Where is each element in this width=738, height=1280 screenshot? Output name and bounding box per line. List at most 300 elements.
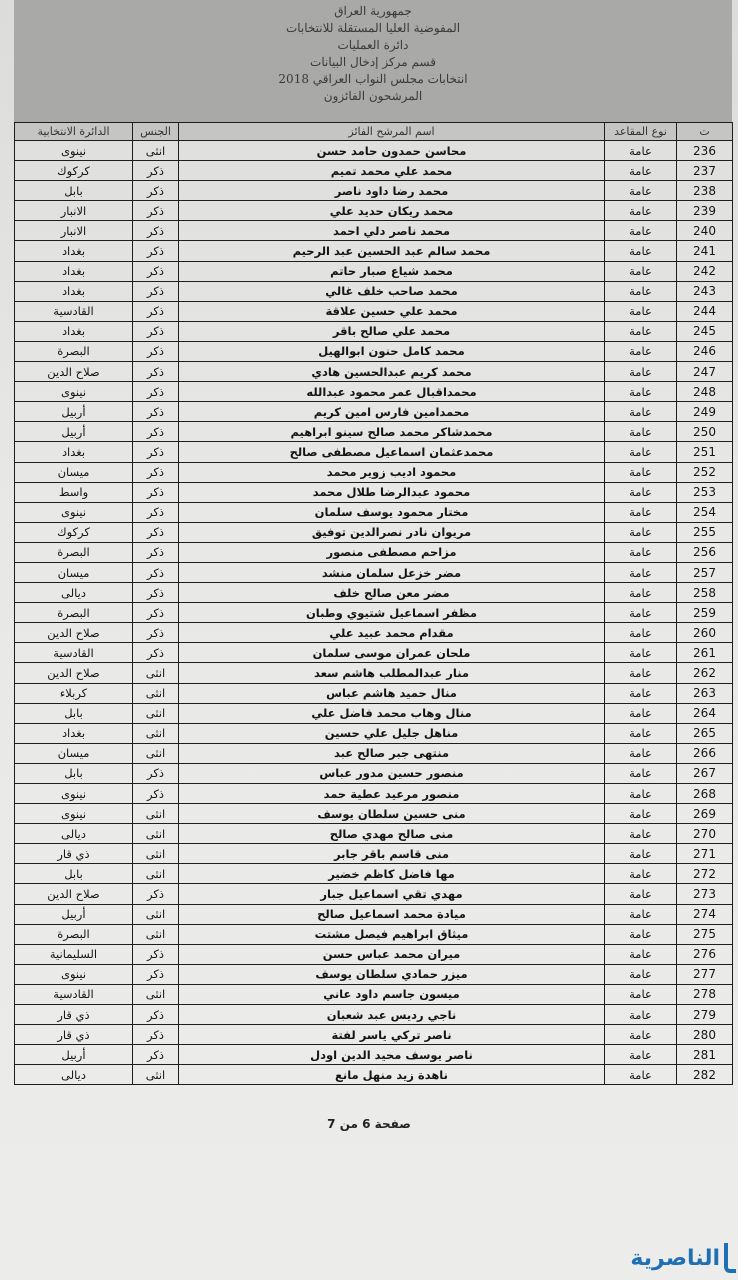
- table-row: [15, 864, 733, 884]
- table-row: [15, 562, 733, 582]
- cell-seat-type: عامة: [605, 824, 677, 844]
- cell-num: 249: [677, 402, 733, 422]
- table-row: [15, 784, 733, 804]
- table-row: [15, 341, 733, 361]
- table-row: [15, 522, 733, 542]
- cell-num: 253: [677, 482, 733, 502]
- page-number: صفحة 6 من 7: [327, 1117, 411, 1131]
- cell-gender: ذكر: [133, 643, 179, 663]
- candidates-table: [14, 122, 733, 1085]
- cell-seat-type: عامة: [605, 924, 677, 944]
- cell-num: 277: [677, 964, 733, 984]
- cell-name: محمد علي صالح باقر: [179, 321, 605, 341]
- cell-num: 282: [677, 1065, 733, 1085]
- cell-district: ذي قار: [15, 844, 133, 864]
- cell-name: منى صالح مهدي صالح: [179, 824, 605, 844]
- cell-district: صلاح الدين: [15, 663, 133, 683]
- cell-num: 270: [677, 824, 733, 844]
- site-logo: [610, 1238, 736, 1278]
- table-row: [15, 643, 733, 663]
- cell-num: 280: [677, 1025, 733, 1045]
- table-row: [15, 482, 733, 502]
- table-row: [15, 382, 733, 402]
- cell-gender: ذكر: [133, 402, 179, 422]
- cell-name: ميران محمد عباس حسن: [179, 944, 605, 964]
- cell-num: 248: [677, 382, 733, 402]
- cell-gender: ذكر: [133, 1005, 179, 1025]
- cell-district: أربيل: [15, 402, 133, 422]
- document-header: [14, 0, 732, 122]
- cell-gender: ذكر: [133, 603, 179, 623]
- cell-district: القادسية: [15, 643, 133, 663]
- cell-num: 272: [677, 864, 733, 884]
- cell-gender: ذكر: [133, 944, 179, 964]
- cell-gender: ذكر: [133, 623, 179, 643]
- cell-gender: انثى: [133, 904, 179, 924]
- cell-num: 244: [677, 301, 733, 321]
- cell-seat-type: عامة: [605, 402, 677, 422]
- cell-seat-type: عامة: [605, 522, 677, 542]
- cell-district: السليمانية: [15, 944, 133, 964]
- cell-district: الانبار: [15, 201, 133, 221]
- cell-num: 266: [677, 743, 733, 763]
- cell-num: 260: [677, 623, 733, 643]
- table-row: [15, 502, 733, 522]
- cell-seat-type: عامة: [605, 703, 677, 723]
- cell-district: كركوك: [15, 522, 133, 542]
- cell-name: محمد كريم عبدالحسين هادي: [179, 362, 605, 382]
- cell-num: 245: [677, 321, 733, 341]
- cell-gender: انثى: [133, 804, 179, 824]
- column-header-name: اسم المرشح الفائز: [179, 123, 605, 141]
- cell-seat-type: عامة: [605, 341, 677, 361]
- cell-name: محاسن حمدون حامد حسن: [179, 141, 605, 161]
- cell-num: 250: [677, 422, 733, 442]
- cell-district: البصرة: [15, 542, 133, 562]
- cell-seat-type: عامة: [605, 984, 677, 1004]
- table-row: [15, 542, 733, 562]
- cell-num: 254: [677, 502, 733, 522]
- cell-gender: ذكر: [133, 201, 179, 221]
- cell-seat-type: عامة: [605, 161, 677, 181]
- column-header-gender: الجنس: [133, 123, 179, 141]
- cell-district: بغداد: [15, 261, 133, 281]
- cell-num: 259: [677, 603, 733, 623]
- cell-seat-type: عامة: [605, 422, 677, 442]
- cell-seat-type: عامة: [605, 643, 677, 663]
- cell-gender: ذكر: [133, 1025, 179, 1045]
- column-header-district: الدائرة الانتخابية: [15, 123, 133, 141]
- cell-num: 267: [677, 763, 733, 783]
- table-row: [15, 141, 733, 161]
- table-row: [15, 442, 733, 462]
- cell-name: منصور مرعيد عطية حمد: [179, 784, 605, 804]
- cell-seat-type: عامة: [605, 904, 677, 924]
- table-row: [15, 944, 733, 964]
- cell-seat-type: عامة: [605, 221, 677, 241]
- cell-num: 242: [677, 261, 733, 281]
- cell-seat-type: عامة: [605, 141, 677, 161]
- cell-gender: ذكر: [133, 522, 179, 542]
- cell-district: بغداد: [15, 321, 133, 341]
- logo-text: الناصرية: [630, 1245, 720, 1271]
- cell-district: نينوى: [15, 382, 133, 402]
- cell-name: منى قاسم باقر جابر: [179, 844, 605, 864]
- cell-seat-type: عامة: [605, 1025, 677, 1045]
- cell-gender: ذكر: [133, 763, 179, 783]
- cell-name: منى حسين سلطان يوسف: [179, 804, 605, 824]
- table-row: [15, 603, 733, 623]
- cell-seat-type: عامة: [605, 241, 677, 261]
- cell-name: مختار محمود يوسف سلمان: [179, 502, 605, 522]
- cell-num: 265: [677, 723, 733, 743]
- cell-gender: انثى: [133, 984, 179, 1004]
- cell-seat-type: عامة: [605, 583, 677, 603]
- table-row: [15, 161, 733, 181]
- cell-district: ميسان: [15, 743, 133, 763]
- cell-num: 241: [677, 241, 733, 261]
- cell-district: بابل: [15, 864, 133, 884]
- cell-num: 275: [677, 924, 733, 944]
- cell-district: صلاح الدين: [15, 623, 133, 643]
- cell-seat-type: عامة: [605, 944, 677, 964]
- cell-gender: ذكر: [133, 964, 179, 984]
- cell-district: ميسان: [15, 462, 133, 482]
- cell-gender: انثى: [133, 924, 179, 944]
- cell-num: 255: [677, 522, 733, 542]
- cell-district: ذي قار: [15, 1005, 133, 1025]
- cell-gender: ذكر: [133, 181, 179, 201]
- cell-num: 264: [677, 703, 733, 723]
- table-row: [15, 663, 733, 683]
- cell-gender: انثى: [133, 141, 179, 161]
- cell-name: محمدامين فارس امين كريم: [179, 402, 605, 422]
- cell-name: محمود عبدالرضا طلال محمد: [179, 482, 605, 502]
- cell-district: بغداد: [15, 281, 133, 301]
- cell-seat-type: عامة: [605, 784, 677, 804]
- cell-num: 240: [677, 221, 733, 241]
- table-row: [15, 1005, 733, 1025]
- cell-district: بغداد: [15, 241, 133, 261]
- cell-seat-type: عامة: [605, 1065, 677, 1085]
- cell-gender: انثى: [133, 844, 179, 864]
- cell-name: مضر معن صالح خلف: [179, 583, 605, 603]
- cell-name: منصور حسين مدور عباس: [179, 763, 605, 783]
- cell-district: نينوى: [15, 141, 133, 161]
- table-row: [15, 723, 733, 743]
- cell-name: ملحان عمران موسى سلمان: [179, 643, 605, 663]
- cell-seat-type: عامة: [605, 884, 677, 904]
- cell-name: محمد سالم عبد الحسين عبد الرحيم: [179, 241, 605, 261]
- cell-name: مها فاضل كاظم خضير: [179, 864, 605, 884]
- cell-num: 261: [677, 643, 733, 663]
- cell-district: نينوى: [15, 804, 133, 824]
- cell-district: بابل: [15, 763, 133, 783]
- cell-district: بغداد: [15, 723, 133, 743]
- cell-seat-type: عامة: [605, 1005, 677, 1025]
- table-row: [15, 1025, 733, 1045]
- table-row: [15, 181, 733, 201]
- cell-district: الانبار: [15, 221, 133, 241]
- table-row: [15, 904, 733, 924]
- header-line: دائرة العمليات: [337, 38, 409, 52]
- cell-district: كربلاء: [15, 683, 133, 703]
- cell-name: ناهدة زيد منهل مانع: [179, 1065, 605, 1085]
- table-row: [15, 402, 733, 422]
- cell-num: 251: [677, 442, 733, 462]
- cell-seat-type: عامة: [605, 181, 677, 201]
- cell-name: مناهل جليل علي حسين: [179, 723, 605, 743]
- cell-num: 243: [677, 281, 733, 301]
- table-row: [15, 241, 733, 261]
- cell-gender: ذكر: [133, 583, 179, 603]
- cell-district: صلاح الدين: [15, 362, 133, 382]
- table-row: [15, 1065, 733, 1085]
- cell-district: البصرة: [15, 603, 133, 623]
- cell-name: محمد علي حسين علاقة: [179, 301, 605, 321]
- cell-district: البصرة: [15, 924, 133, 944]
- table-row: [15, 743, 733, 763]
- cell-name: ناصر يوسف محيد الدين اودل: [179, 1045, 605, 1065]
- cell-district: واسط: [15, 482, 133, 502]
- cell-district: نينوى: [15, 964, 133, 984]
- header-line: جمهورية العراق: [334, 4, 412, 18]
- cell-gender: ذكر: [133, 442, 179, 462]
- cell-seat-type: عامة: [605, 301, 677, 321]
- cell-gender: ذكر: [133, 1045, 179, 1065]
- table-row: [15, 984, 733, 1004]
- cell-seat-type: عامة: [605, 864, 677, 884]
- cell-num: 257: [677, 562, 733, 582]
- cell-num: 271: [677, 844, 733, 864]
- cell-name: ميثاق ابراهيم فيصل مشتت: [179, 924, 605, 944]
- cell-name: منار عبدالمطلب هاشم سعد: [179, 663, 605, 683]
- header-line: قسم مركز إدخال البيانات: [310, 55, 436, 69]
- header-line: المفوضية العليا المستقلة للانتخابات: [285, 21, 461, 35]
- cell-name: ميزر حمادي سلطان يوسف: [179, 964, 605, 984]
- table-row: [15, 201, 733, 221]
- cell-gender: انثى: [133, 723, 179, 743]
- table-row: [15, 301, 733, 321]
- table-row: [15, 683, 733, 703]
- cell-seat-type: عامة: [605, 201, 677, 221]
- table-row: [15, 884, 733, 904]
- cell-num: 263: [677, 683, 733, 703]
- logo-mark-icon: [724, 1243, 736, 1273]
- cell-seat-type: عامة: [605, 763, 677, 783]
- cell-num: 274: [677, 904, 733, 924]
- column-header-num: ت: [677, 123, 733, 141]
- cell-seat-type: عامة: [605, 542, 677, 562]
- cell-district: بغداد: [15, 442, 133, 462]
- cell-num: 269: [677, 804, 733, 824]
- cell-gender: انثى: [133, 864, 179, 884]
- cell-gender: ذكر: [133, 422, 179, 442]
- cell-gender: انثى: [133, 703, 179, 723]
- table-row: [15, 362, 733, 382]
- cell-name: ميسون جاسم داود عاني: [179, 984, 605, 1004]
- cell-name: محمدشاكر محمد صالح سينو ابراهيم: [179, 422, 605, 442]
- cell-district: القادسية: [15, 984, 133, 1004]
- cell-seat-type: عامة: [605, 482, 677, 502]
- table-row: [15, 824, 733, 844]
- cell-name: ناصر تركي ياسر لفتة: [179, 1025, 605, 1045]
- cell-name: محمد صاحب خلف غالي: [179, 281, 605, 301]
- cell-seat-type: عامة: [605, 603, 677, 623]
- cell-district: أربيل: [15, 422, 133, 442]
- cell-gender: ذكر: [133, 542, 179, 562]
- cell-num: 236: [677, 141, 733, 161]
- cell-num: 268: [677, 784, 733, 804]
- cell-district: صلاح الدين: [15, 884, 133, 904]
- cell-district: ديالى: [15, 583, 133, 603]
- cell-seat-type: عامة: [605, 502, 677, 522]
- table-row: [15, 321, 733, 341]
- cell-num: 246: [677, 341, 733, 361]
- table-row: [15, 583, 733, 603]
- cell-gender: ذكر: [133, 301, 179, 321]
- cell-gender: ذكر: [133, 502, 179, 522]
- cell-seat-type: عامة: [605, 261, 677, 281]
- table-row: [15, 261, 733, 281]
- cell-num: 247: [677, 362, 733, 382]
- cell-seat-type: عامة: [605, 562, 677, 582]
- cell-district: القادسية: [15, 301, 133, 321]
- cell-gender: ذكر: [133, 562, 179, 582]
- cell-name: مريوان نادر نصرالدين توفيق: [179, 522, 605, 542]
- cell-district: ديالى: [15, 824, 133, 844]
- cell-district: بابل: [15, 181, 133, 201]
- table-row: [15, 281, 733, 301]
- cell-seat-type: عامة: [605, 382, 677, 402]
- cell-district: نينوى: [15, 502, 133, 522]
- cell-seat-type: عامة: [605, 844, 677, 864]
- cell-district: أربيل: [15, 1045, 133, 1065]
- cell-name: مزاحم مصطفى منصور: [179, 542, 605, 562]
- cell-name: محمد رضا داود ناصر: [179, 181, 605, 201]
- cell-num: 256: [677, 542, 733, 562]
- cell-num: 262: [677, 663, 733, 683]
- cell-name: محمد كامل حنون ابوالهيل: [179, 341, 605, 361]
- cell-num: 276: [677, 944, 733, 964]
- cell-name: مظفر اسماعيل شتيوي وطبان: [179, 603, 605, 623]
- cell-seat-type: عامة: [605, 362, 677, 382]
- table-row: [15, 422, 733, 442]
- cell-district: كركوك: [15, 161, 133, 181]
- header-line: انتخابات مجلس النواب العراقي 2018: [278, 72, 468, 86]
- cell-name: مهدي تقي اسماعيل جبار: [179, 884, 605, 904]
- cell-gender: انثى: [133, 824, 179, 844]
- header-line: المرشحون الفائزون: [323, 89, 423, 103]
- table-row: [15, 964, 733, 984]
- cell-district: بابل: [15, 703, 133, 723]
- cell-gender: ذكر: [133, 241, 179, 261]
- cell-gender: انثى: [133, 1065, 179, 1085]
- cell-num: 281: [677, 1045, 733, 1065]
- cell-num: 252: [677, 462, 733, 482]
- table-row: [15, 844, 733, 864]
- table-row: [15, 1045, 733, 1065]
- cell-seat-type: عامة: [605, 442, 677, 462]
- cell-seat-type: عامة: [605, 723, 677, 743]
- table-row: [15, 221, 733, 241]
- cell-name: مقدام محمد عبيد علي: [179, 623, 605, 643]
- cell-num: 279: [677, 1005, 733, 1025]
- cell-seat-type: عامة: [605, 663, 677, 683]
- cell-seat-type: عامة: [605, 804, 677, 824]
- cell-name: مضر خزعل سلمان منشد: [179, 562, 605, 582]
- cell-seat-type: عامة: [605, 964, 677, 984]
- cell-seat-type: عامة: [605, 683, 677, 703]
- cell-gender: انثى: [133, 683, 179, 703]
- table-row: [15, 763, 733, 783]
- cell-num: 239: [677, 201, 733, 221]
- cell-name: ناجي رديس عبد شعبان: [179, 1005, 605, 1025]
- cell-name: محمد علي محمد تميم: [179, 161, 605, 181]
- cell-name: محمد شياع صبار حاتم: [179, 261, 605, 281]
- cell-gender: ذكر: [133, 784, 179, 804]
- cell-gender: ذكر: [133, 221, 179, 241]
- cell-name: ميادة محمد اسماعيل صالح: [179, 904, 605, 924]
- cell-gender: ذكر: [133, 884, 179, 904]
- table-row: [15, 623, 733, 643]
- cell-gender: ذكر: [133, 462, 179, 482]
- cell-num: 237: [677, 161, 733, 181]
- cell-seat-type: عامة: [605, 321, 677, 341]
- column-header-seat-type: نوع المقاعد: [605, 123, 677, 141]
- cell-district: ذي قار: [15, 1025, 133, 1045]
- table-row: [15, 924, 733, 944]
- table-row: [15, 804, 733, 824]
- table-row: [15, 462, 733, 482]
- cell-gender: ذكر: [133, 341, 179, 361]
- cell-num: 278: [677, 984, 733, 1004]
- cell-num: 273: [677, 884, 733, 904]
- cell-district: البصرة: [15, 341, 133, 361]
- cell-gender: ذكر: [133, 321, 179, 341]
- cell-name: محمود اديب زوير محمد: [179, 462, 605, 482]
- cell-seat-type: عامة: [605, 623, 677, 643]
- cell-gender: انثى: [133, 663, 179, 683]
- cell-district: ميسان: [15, 562, 133, 582]
- cell-seat-type: عامة: [605, 743, 677, 763]
- cell-gender: ذكر: [133, 261, 179, 281]
- cell-num: 238: [677, 181, 733, 201]
- cell-name: منال وهاب محمد فاضل علي: [179, 703, 605, 723]
- table-header-row: [15, 123, 733, 141]
- cell-name: محمد ناصر دلي احمد: [179, 221, 605, 241]
- cell-name: محمداقبال عمر محمود عبدالله: [179, 382, 605, 402]
- cell-gender: ذكر: [133, 482, 179, 502]
- cell-seat-type: عامة: [605, 462, 677, 482]
- cell-district: أربيل: [15, 904, 133, 924]
- cell-district: نينوى: [15, 784, 133, 804]
- cell-seat-type: عامة: [605, 281, 677, 301]
- cell-gender: ذكر: [133, 382, 179, 402]
- cell-seat-type: عامة: [605, 1045, 677, 1065]
- cell-name: منتهى جبر صالح عبد: [179, 743, 605, 763]
- cell-district: ديالى: [15, 1065, 133, 1085]
- cell-gender: ذكر: [133, 161, 179, 181]
- cell-gender: انثى: [133, 743, 179, 763]
- cell-name: محمدعثمان اسماعيل مصطفى صالح: [179, 442, 605, 462]
- cell-num: 258: [677, 583, 733, 603]
- cell-name: محمد ريكان حديد علي: [179, 201, 605, 221]
- cell-gender: ذكر: [133, 362, 179, 382]
- cell-gender: ذكر: [133, 281, 179, 301]
- table-row: [15, 703, 733, 723]
- cell-name: منال حميد هاشم عباس: [179, 683, 605, 703]
